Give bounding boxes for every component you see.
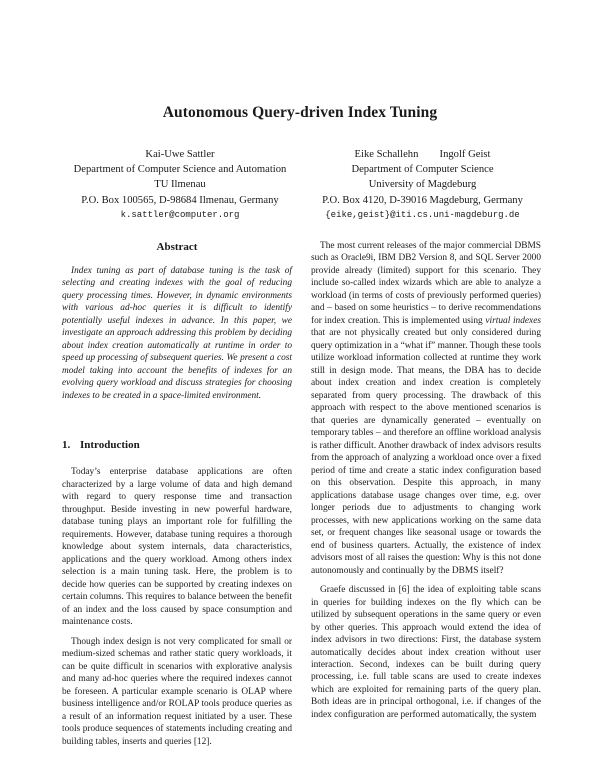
left-column [62, 240, 292, 755]
right-paragraph-1 [311, 240, 541, 577]
right-paragraph-2: Graefe discussed in [6] the idea of exploiting table scans in queries for building indexes on the fly which can be utilized by subsequent operations in the same query or even by other queries. This approach would extend the idea of index advisors in two directions: First, the database system automatically decides about index creation without user interaction. Second, indexes can be built during query processing, i.e. full table scans are used to create indexes which are exploited for remaining parts of the query plan. Both ideas are in principal orthogonal, i.e. if changes of the index configuration are performed automatically, the system [311, 585, 541, 720]
author-names: Eike Schallehn Ingolf Geist [354, 149, 491, 160]
author-university: TU Ilmenau [154, 179, 206, 191]
author-address: P.O. Box 4120, D-39016 Magdeburg, Germany [322, 194, 523, 206]
text-run: that are not physically created but only considered during query optimization in a “what if” manner. Though these tools utilize workload information collected at runtime they work still in design mode. That means, the DBA has to decide about index creation and index creation is completely separated from query processing. The drawback of this approach with respect to the above mentioned scenarios is that queries are dynamically generated – eventually on temporary tables – and therefore an offline workload analysis is rather difficult. Another drawback of index advisors results from the approach of analyzing a workload once over a fixed period of time and create a static index configuration based on this observation. Despite this approach, in many applications database usage changes over time, e.g. over longer periods due to adjustments to changing work processes, with new applications working on the same data set, or frequent changes like seasonal usage or towards the end of business quarters. Actually, the existence of index advisors most of all raises the question: Why is this not done autonomously and continually by the DBMS itself? [311, 328, 541, 576]
author-university: University of Magdeburg [368, 179, 477, 191]
author-block-left [60, 147, 300, 223]
author-email: {eike,geist}@iti.cs.uni-magdeburg.de [325, 209, 520, 220]
section-heading-introduction [62, 438, 292, 452]
abstract-heading: Abstract [156, 241, 198, 253]
abstract-text: Index tuning as part of database tuning is the task of selecting and creating indexes with the goal of reducing query processing times. However, in dynamic environments with various ad-hoc queries it is difficult to identify potentially useful indexes in advance. In this paper, we investigate an approach addressing this problem by deciding about index creation automatically at runtime in order to speed up processing of subsequent queries. We present a cost model taking into account the benefits of indexes for an evolving query workload and discuss strategies for choosing indexes to be created in a space-limited environment. [62, 266, 292, 401]
paper-title: Autonomous Query-driven Index Tuning [162, 104, 438, 121]
author-address: P.O. Box 100565, D-98684 Ilmenau, Germany [81, 194, 279, 206]
author-department: Department of Computer Science and Automation [73, 164, 287, 176]
author-email: k.sattler@computer.org [120, 209, 240, 220]
author-block-right [300, 147, 545, 223]
section-number: 1. [62, 439, 71, 452]
text-run: The most current releases of the major commercial DBMS such as Oracle9i, IBM DB2 Version 8, and SQL Server 2000 provide already (limited) support for this scenario. They include so-called index wizards which are able to analyze a workload (in terms of costs of previously performed queries) and – based on some heuristics – to derive recommendations for index creation. This is implemented using [311, 241, 541, 326]
section-title: Introduction [80, 439, 140, 452]
emphasis-virtual-indexes: virtual indexes [485, 315, 541, 326]
intro-paragraph-2: Though index design is not very complicated for small or medium-sized schemas and rather static query workloads, it can be quite difficult in scenarios with explorative analysis and many ad-hoc queries where the required indexes cannot be foreseen. A particular example scenario is OLAP where business intelligence and/or ROLAP tools produce queries as a result of an information request initiated by a user. These tools produce sequences of statements including creating and building tables, inserts and queries [12]. [62, 636, 292, 747]
author-department: Department of Computer Science [351, 164, 494, 176]
right-column [311, 240, 541, 728]
author-name: Kai-Uwe Sattler [145, 149, 215, 160]
intro-paragraph-1: Today’s enterprise database applications are often characterized by a large volume of data and high demand with regard to query response time and transaction throughput. Beside investing in new powerful hardware, database tuning plays an important role for fulfilling the requirements. However, database tuning requires a thorough knowledge about system internals, data characteristics, applications and the query workload. Among others index selection is a main tuning task. Here, the problem is to decide how queries can be supported by creating indexes on certain columns. This requires to balance between the benefit of an index and the loss caused by space consumption and maintenance costs. [62, 467, 292, 628]
